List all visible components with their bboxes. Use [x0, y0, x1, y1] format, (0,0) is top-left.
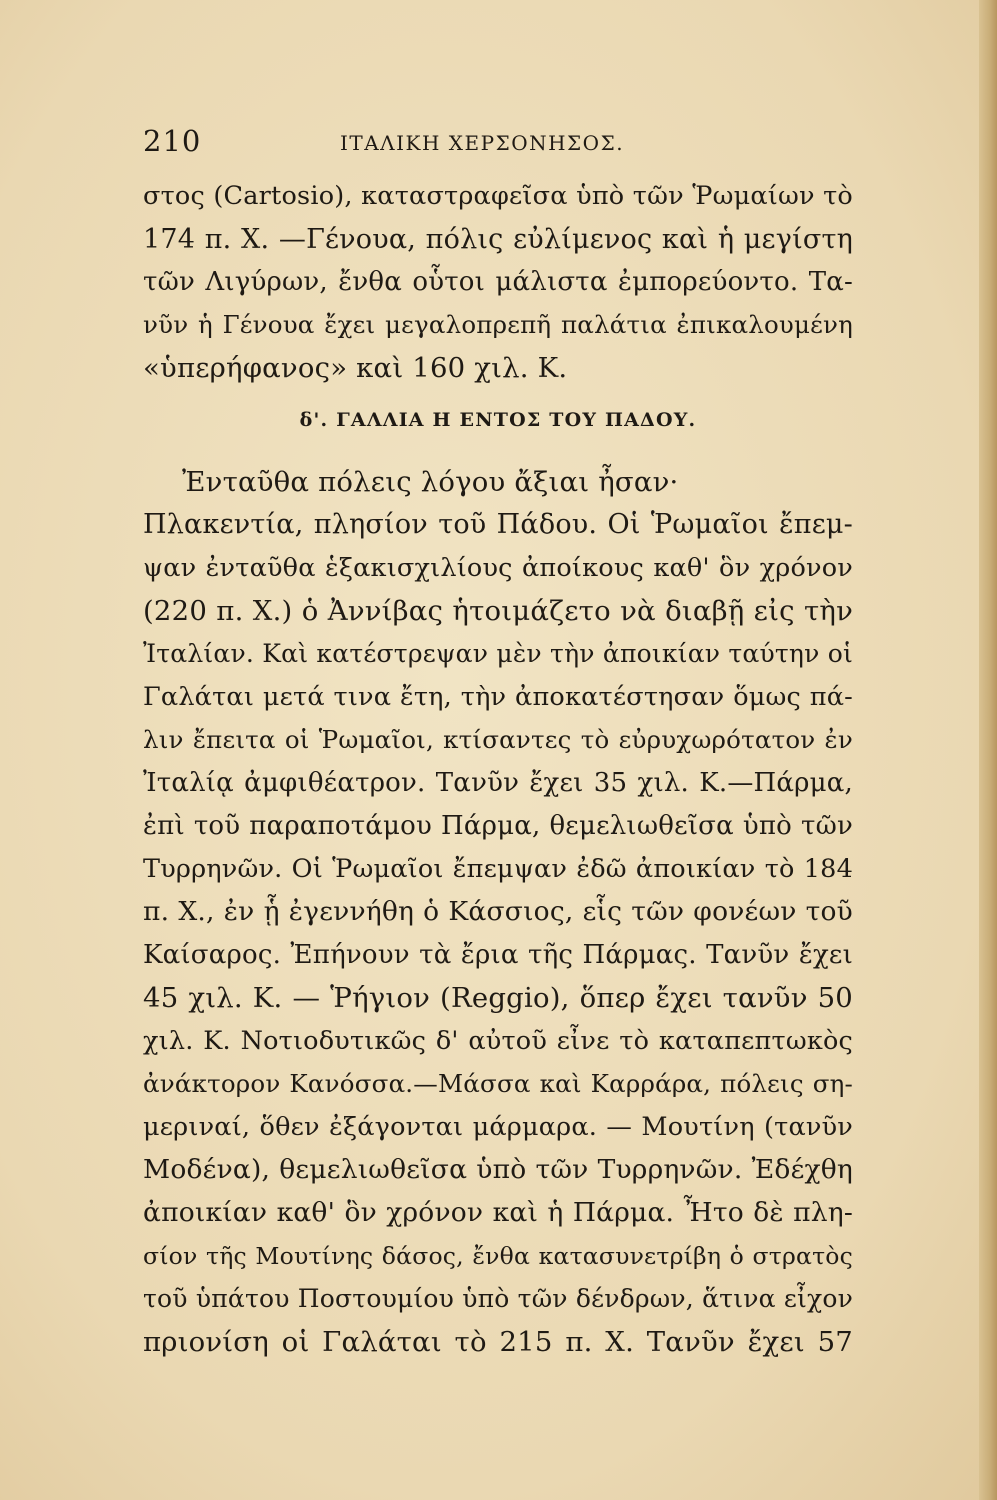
text-line: τῶν Λιγύρων, ἔνθα οὗτοι μάλιστα ἐμπορεύοντο. Τα- [143, 267, 853, 297]
text-line: στος (Cartosio), καταστραφεῖσα ὑπὸ τῶν Ῥωμαίων τὸ [143, 181, 853, 211]
text-line: λιν ἔπειτα οἱ Ῥωμαῖοι, κτίσαντες τὸ εὐρυχωρότατον ἐν [143, 725, 853, 754]
text-line: Ἰταλίαν. Καὶ κατέστρεψαν μὲν τὴν ἀποικίαν ταύτην οἱ [143, 639, 853, 668]
text-line: ψαν ἐνταῦθα ἑξακισχιλίους ἀποίκους καθ' ὃν χρόνον [143, 553, 853, 583]
text-line: Πλακεντία, πλησίον τοῦ Πάδου. Οἱ Ῥωμαῖοι ἔπεμ- [143, 509, 853, 540]
text-line: «ὑπερήφανος» καὶ 160 χιλ. Κ. [143, 352, 568, 384]
text-line: 45 χιλ. Κ. — Ῥήγιον (Reggio), ὅπερ ἔχει τανῦν 50 [143, 982, 853, 1014]
text-line: Μοδένα), θεμελιωθεῖσα ὑπὸ τῶν Τυρρηνῶν. Ἐδέχθη [143, 1154, 853, 1185]
text-line: Γαλάται μετά τινα ἔτη, τὴν ἀποκατέστησαν ὅμως πά- [143, 682, 853, 712]
text-line: μεριναί, ὅθεν ἐξάγονται μάρμαρα. — Μουτίνη (τανῦν [143, 1112, 853, 1142]
text-line: (220 π. Χ.) ὁ Ἀννίβας ἡτοιμάζετο νὰ διαβῇ εἰς τὴν [143, 595, 853, 627]
text-line: ἐπὶ τοῦ παραποτάμου Πάρμα, θεμελιωθεῖσα ὑπὸ τῶν [143, 811, 853, 841]
text-line: χιλ. Κ. Νοτιοδυτικῶς δ' αὐτοῦ εἶνε τὸ καταπεπτωκὸς [143, 1026, 853, 1056]
text-line: σίον τῆς Μουτίνης δάσος, ἔνθα κατασυνετρίβη ὁ στρατὸς [143, 1242, 853, 1270]
text-line: π. Χ., ἐν ᾗ ἐγεννήθη ὁ Κάσσιος, εἷς τῶν φονέων τοῦ [143, 896, 853, 927]
text-line: Ἰταλίᾳ ἀμφιθέατρον. Τανῦν ἔχει 35 χιλ. Κ.—Πάρμα, [143, 768, 853, 798]
text-line: ἀποικίαν καθ' ὃν χρόνον καὶ ἡ Πάρμα. Ἦτο δὲ πλη- [143, 1197, 853, 1228]
text-line: Ἐνταῦθα πόλεις λόγου ἄξιαι ἦσαν· [182, 466, 679, 498]
text-line: πριονίση οἱ Γαλάται τὸ 215 π. Χ. Τανῦν ἔχει 57 [143, 1326, 853, 1358]
running-title: ΙΤΑΛΙΚΗ ΧΕΡΣΟΝΗΣΟΣ. [340, 131, 625, 155]
text-line: τοῦ ὑπάτου Ποστουμίου ὑπὸ τῶν δένδρων, ἅτινα εἶχον [143, 1284, 853, 1313]
text-line: νῦν ἡ Γένουα ἔχει μεγαλοπρεπῆ παλάτια ἐπικαλουμένη [143, 310, 853, 339]
page-header [143, 124, 853, 164]
text-line: Καίσαρος. Ἐπήνουν τὰ ἔρια τῆς Πάρμας. Τανῦν ἔχει [143, 940, 853, 970]
text-line: ἀνάκτορον Κανόσσα.—Μάσσα καὶ Καρράρα, πόλεις ση- [143, 1069, 853, 1098]
text-line: 174 π. Χ. —Γένουα, πόλις εὐλίμενος καὶ ἡ μεγίστη [143, 224, 853, 255]
text-line: Τυρρηνῶν. Οἱ Ῥωμαῖοι ἔπεμψαν ἐδῶ ἀποικίαν τὸ 184 [143, 854, 853, 884]
page-number: 210 [143, 124, 202, 158]
page-edge [979, 0, 997, 1500]
section-heading: δ'. ΓΑΛΛΙΑ Η ΕΝΤΟΣ ΤΟΥ ΠΑΔΟΥ. [299, 409, 697, 431]
